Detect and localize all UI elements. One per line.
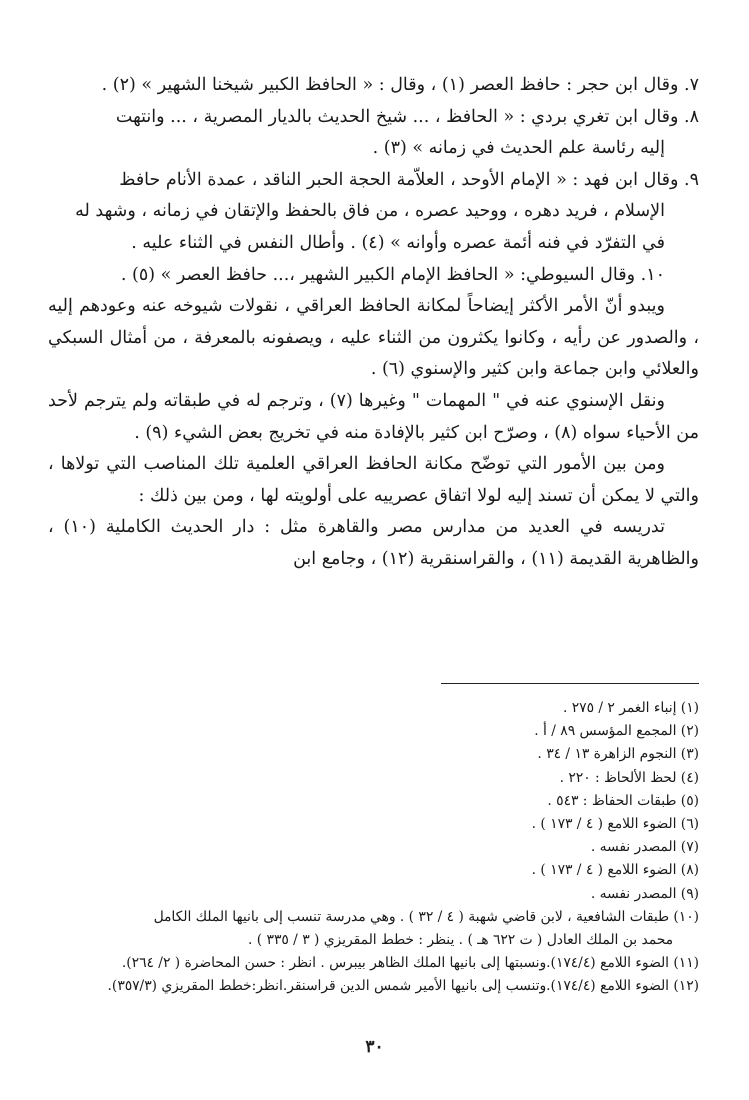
footnote-1: (١) إنباء الغمر ٢ / ٢٧٥ . <box>562 700 699 716</box>
footnote-4: (٤) لحظ الألحاظ : ٢٢٠ . <box>559 769 699 786</box>
footnote-10: (١٠) طبقات الشافعية ، لابن قاضي شهبة ( ٤ / ٣٢ ) . وهي مدرسة تنسب إلى بانيها الملك الكامل <box>153 908 699 925</box>
paragraph-isnawi: ونقل الإسنوي عنه في " المهمات " وغيرها (٧) ، وترجم له في طبقاته ولم يترجم لأحد من الأحياء سواه (٨) ، وصرّح ابن كثير بالإفادة منه في تخريج بعض الشيء (٩) . <box>48 390 699 443</box>
footnote-12: (١٢) الضوء اللامع (١٧٤/٤).وتنسب إلى بانيها الأمير شمس الدين قراسنقر.انظر:خطط المقريزي (٣٥٧/٣). <box>107 978 699 995</box>
quote-8: ٨. وقال ابن تغري بردي : « الحافظ ، ... شيخ الحديث بالديار المصرية ، ... وانتهت <box>115 106 699 127</box>
paragraph-teaching: تدريسه في العديد من مدارس مصر والقاهرة مثل : دار الحديث الكاملية (١٠) ، والظاهرية القديمة (١١) ، والقراسنقرية (١٢) ، وجامع ابن <box>48 517 699 569</box>
footnote-8: (٨) الضوء اللامع ( ٤ / ١٧٣ ) . <box>531 862 699 879</box>
paragraph-teachers: ويبدو أنّ الأمر الأكثر إيضاحاً لمكانة الحافظ العراقي ، نقولات شيوخه عنه وعودهم إليه ، والصدور عن رأيه ، وكانوا يكثرون من الثناء عليه ، ويصفونه بالمعرفة ، من أمثال السبكي والعلائي وابن جماعة وابن كثير والإسنوي (٦) . <box>48 296 699 380</box>
footnote-10-continued: محمد بن الملك العادل ( ت ٦٢٢ هـ ) . ينظر : خطط المقريزي ( ٣ / ٣٣٥ ) . <box>247 932 673 949</box>
quote-10: ١٠. وقال السيوطي: « الحافظ الإمام الكبير الشهير ،... حافظ العصر » (٥) . <box>120 264 665 285</box>
page-number: ٣٠ <box>365 1037 384 1057</box>
main-text <box>48 70 699 576</box>
footnote-6: (٦) الضوء اللامع ( ٤ / ١٧٣ ) . <box>531 816 699 833</box>
quote-8-continued: إليه رئاسة علم الحديث في زمانه » (٣) . <box>372 138 665 159</box>
quote-9-line-2: الإسلام ، فريد دهره ، ووحيد عصره ، من فاق بالحفظ والإتقان في زمانه ، وشهد له <box>75 201 665 222</box>
quote-7: ٧. وقال ابن حجر : حافظ العصر (١) ، وقال : « الحافظ الكبير شيخنا الشهير » (٢) . <box>101 75 699 95</box>
footnote-2: (٢) المجمع المؤسس ٨٩ / أ . <box>534 723 699 740</box>
quote-9: ٩. وقال ابن فهد : « الإمام الأوحد ، العلاّمة الحجة الحبر الناقد ، عمدة الأنام حافظ <box>119 169 699 190</box>
footnote-11: (١١) الضوء اللامع (١٧٤/٤).ونسبتها إلى بانيها الملك الظاهر بيبرس . انظر : حسن المحاضرة ( ٢/ ٢٦٤). <box>121 955 699 972</box>
footnotes <box>40 697 699 999</box>
footnote-9: (٩) المصدر نفسه . <box>590 885 699 902</box>
footnote-7: (٧) المصدر نفسه . <box>590 839 699 856</box>
footnote-5: (٥) طبقات الحفاظ : ٥٤٣ . <box>547 792 699 809</box>
quote-9-line-3: في التفرّد في فنه أئمة عصره وأوانه » (٤) . وأطال النفس في الثناء عليه . <box>131 232 665 253</box>
footnote-separator <box>441 683 699 684</box>
paragraph-positions: ومن بين الأمور التي توضّح مكانة الحافظ العراقي العلمية تلك المناصب التي تولاها ، والتي لا يمكن أن تسند إليه لولا اتفاق عصرييه على أولويته لها ، ومن بين ذلك : <box>48 454 699 506</box>
footnote-3: (٣) النجوم الزاهرة ١٣ / ٣٤ . <box>537 746 699 763</box>
